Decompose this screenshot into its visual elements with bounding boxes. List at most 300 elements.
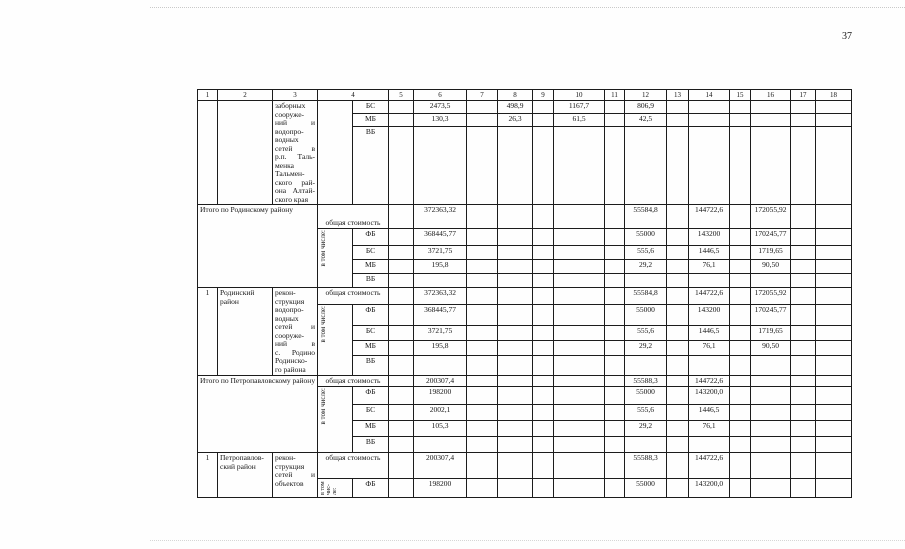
cell-col-9 bbox=[533, 437, 554, 453]
cell-col-14 bbox=[689, 101, 730, 114]
cell-col-14 bbox=[689, 274, 730, 288]
cell-col-17 bbox=[791, 326, 816, 341]
cell-col-8 bbox=[498, 229, 533, 246]
cell-col-5 bbox=[389, 405, 414, 421]
cell-col-17 bbox=[791, 127, 816, 205]
cell-col-11 bbox=[605, 101, 625, 114]
cell-col-14 bbox=[689, 114, 730, 127]
cell-col-14: 76,1 bbox=[689, 341, 730, 356]
cell-col-17 bbox=[791, 479, 816, 498]
cell-col-10 bbox=[554, 288, 605, 305]
cell-col-15 bbox=[730, 326, 751, 341]
cell-col-8 bbox=[498, 205, 533, 229]
cell-col-13 bbox=[667, 305, 689, 326]
cell-col-5 bbox=[389, 421, 414, 437]
including-label-cell bbox=[318, 387, 353, 453]
object-description-line: сетей и bbox=[275, 322, 315, 331]
cell-col-11 bbox=[605, 341, 625, 356]
cell-col-16 bbox=[751, 421, 791, 437]
cell-col-5 bbox=[389, 114, 414, 127]
table-body bbox=[198, 90, 852, 498]
column-number: 13 bbox=[667, 90, 689, 101]
object-description-line: объектов bbox=[275, 478, 304, 488]
cell-col-17 bbox=[791, 341, 816, 356]
cell-col-12: 55000 bbox=[625, 305, 667, 326]
cell-col-7 bbox=[467, 205, 498, 229]
cell-col-5 bbox=[389, 376, 414, 387]
cell-col-7 bbox=[467, 114, 498, 127]
cell-col-16 bbox=[751, 479, 791, 498]
cell-col-16 bbox=[751, 114, 791, 127]
table-row bbox=[198, 376, 852, 387]
cell-col-18 bbox=[816, 246, 852, 260]
column-number: 5 bbox=[389, 90, 414, 101]
cell-col-17 bbox=[791, 421, 816, 437]
cell-col-7 bbox=[467, 341, 498, 356]
object-description bbox=[273, 288, 318, 376]
cell-col-6 bbox=[414, 437, 467, 453]
cell-col-7 bbox=[467, 288, 498, 305]
cell-col-16: 172055,92 bbox=[751, 205, 791, 229]
cell-col-14: 1446,5 bbox=[689, 246, 730, 260]
including-label: в том чис-ле: bbox=[320, 481, 338, 495]
district-name-line: Родинский bbox=[220, 288, 255, 297]
cell-col-8 bbox=[498, 421, 533, 437]
cell-col-13 bbox=[667, 421, 689, 437]
cell-col-10 bbox=[554, 405, 605, 421]
cell-col-14: 144722,6 bbox=[689, 453, 730, 479]
cell-col-15 bbox=[730, 376, 751, 387]
cell-col-15 bbox=[730, 274, 751, 288]
cell-col-13 bbox=[667, 356, 689, 376]
funding-source-label: МБ bbox=[353, 421, 389, 437]
cell-col-16 bbox=[751, 274, 791, 288]
cell-col-8 bbox=[498, 341, 533, 356]
cell-col-8: 26,3 bbox=[498, 114, 533, 127]
cell-col-6 bbox=[414, 274, 467, 288]
funding-source-label: МБ bbox=[353, 260, 389, 274]
cell-col-6: 195,8 bbox=[414, 260, 467, 274]
cell-col-10 bbox=[554, 260, 605, 274]
cell-col-13 bbox=[667, 274, 689, 288]
cell-col-15 bbox=[730, 127, 751, 205]
cell-col-5 bbox=[389, 479, 414, 498]
cell-col-16: 1719,65 bbox=[751, 246, 791, 260]
cell-col-18 bbox=[816, 356, 852, 376]
cell-col-18 bbox=[816, 305, 852, 326]
cell-col-6: 2002,1 bbox=[414, 405, 467, 421]
including-label-cell bbox=[318, 101, 353, 205]
cell-col-11 bbox=[605, 114, 625, 127]
cell-col-5 bbox=[389, 326, 414, 341]
column-number: 14 bbox=[689, 90, 730, 101]
cell-col-11 bbox=[605, 376, 625, 387]
cell-col-9 bbox=[533, 421, 554, 437]
cell-col-8 bbox=[498, 356, 533, 376]
cell-col-14: 144722,6 bbox=[689, 376, 730, 387]
cell-col-12: 29,2 bbox=[625, 421, 667, 437]
cell-col-8 bbox=[498, 246, 533, 260]
cell-col-10 bbox=[554, 479, 605, 498]
cell-col-10 bbox=[554, 305, 605, 326]
cell-col-10: 61,5 bbox=[554, 114, 605, 127]
object-description-line: Тальмен- bbox=[275, 169, 305, 178]
cell-col-11 bbox=[605, 453, 625, 479]
cell-col-16 bbox=[751, 437, 791, 453]
cell-col-7 bbox=[467, 387, 498, 405]
cell-col-12: 806,9 bbox=[625, 101, 667, 114]
cell-col-12 bbox=[625, 356, 667, 376]
cell-col-17 bbox=[791, 246, 816, 260]
cell-col-5 bbox=[389, 305, 414, 326]
cell-col-7 bbox=[467, 260, 498, 274]
cell-col-11 bbox=[605, 205, 625, 229]
page-number: 37 bbox=[842, 31, 852, 42]
cell-col-13 bbox=[667, 229, 689, 246]
cell-col-14 bbox=[689, 127, 730, 205]
cell-col-15 bbox=[730, 101, 751, 114]
cell-col-7 bbox=[467, 127, 498, 205]
cell-col-9 bbox=[533, 453, 554, 479]
cell-col-14: 76,1 bbox=[689, 260, 730, 274]
cell-col-18 bbox=[816, 101, 852, 114]
cell-col-5 bbox=[389, 246, 414, 260]
column-number: 7 bbox=[467, 90, 498, 101]
cell-col-12: 42,5 bbox=[625, 114, 667, 127]
cell-col-18 bbox=[816, 376, 852, 387]
cell-col-5 bbox=[389, 260, 414, 274]
cell-col-6: 200307,4 bbox=[414, 453, 467, 479]
cell-col-7 bbox=[467, 479, 498, 498]
cell-col-13 bbox=[667, 246, 689, 260]
cell-col-10 bbox=[554, 421, 605, 437]
cell-col-9 bbox=[533, 305, 554, 326]
cell-col-13 bbox=[667, 260, 689, 274]
cell-col-16 bbox=[751, 376, 791, 387]
cell-col-10 bbox=[554, 326, 605, 341]
item-number-cell bbox=[198, 101, 218, 205]
cell-col-15 bbox=[730, 305, 751, 326]
cell-col-15 bbox=[730, 421, 751, 437]
cell-col-9 bbox=[533, 376, 554, 387]
column-number: 1 bbox=[198, 90, 218, 101]
funding-source-label: ВБ bbox=[353, 127, 389, 205]
district-name bbox=[218, 288, 273, 376]
cell-col-8 bbox=[498, 127, 533, 205]
cell-col-17 bbox=[791, 101, 816, 114]
column-number: 17 bbox=[791, 90, 816, 101]
cell-col-7 bbox=[467, 101, 498, 114]
cell-col-14: 143200 bbox=[689, 229, 730, 246]
cell-col-6: 198200 bbox=[414, 479, 467, 498]
cell-col-7 bbox=[467, 453, 498, 479]
cell-col-9 bbox=[533, 341, 554, 356]
cell-col-9 bbox=[533, 205, 554, 229]
cell-col-5 bbox=[389, 127, 414, 205]
cell-col-18 bbox=[816, 260, 852, 274]
including-label-cell bbox=[318, 229, 353, 288]
cell-col-7 bbox=[467, 246, 498, 260]
cell-col-11 bbox=[605, 246, 625, 260]
cell-col-15 bbox=[730, 479, 751, 498]
object-description bbox=[273, 453, 318, 498]
cell-col-13 bbox=[667, 453, 689, 479]
funding-source-label: МБ bbox=[353, 341, 389, 356]
cell-col-5 bbox=[389, 387, 414, 405]
cell-col-8 bbox=[498, 305, 533, 326]
cell-col-9 bbox=[533, 114, 554, 127]
cell-col-15 bbox=[730, 246, 751, 260]
cell-col-14: 143200,0 bbox=[689, 387, 730, 405]
cell-col-17 bbox=[791, 405, 816, 421]
item-number: 1 bbox=[198, 453, 218, 498]
cell-col-8 bbox=[498, 326, 533, 341]
district-name bbox=[218, 453, 273, 498]
column-number: 8 bbox=[498, 90, 533, 101]
cell-col-6: 368445,77 bbox=[414, 229, 467, 246]
object-description-line: сооруже- bbox=[275, 330, 305, 340]
cell-col-13 bbox=[667, 205, 689, 229]
cell-col-11 bbox=[605, 305, 625, 326]
including-label-cell bbox=[318, 305, 353, 376]
column-number: 15 bbox=[730, 90, 751, 101]
object-description-line: она Алтай- bbox=[275, 186, 315, 195]
cell-col-9 bbox=[533, 387, 554, 405]
total-cost-label: общая стоимость bbox=[318, 288, 389, 305]
cell-col-6: 198200 bbox=[414, 387, 467, 405]
cell-col-7 bbox=[467, 376, 498, 387]
cell-col-9 bbox=[533, 326, 554, 341]
cell-col-10 bbox=[554, 205, 605, 229]
funding-source-label: ФБ bbox=[353, 229, 389, 246]
cell-col-6: 130,3 bbox=[414, 114, 467, 127]
cell-col-14: 143200 bbox=[689, 305, 730, 326]
cell-col-11 bbox=[605, 356, 625, 376]
cell-col-5 bbox=[389, 356, 414, 376]
cell-col-5 bbox=[389, 453, 414, 479]
cell-col-7 bbox=[467, 437, 498, 453]
cell-col-11 bbox=[605, 387, 625, 405]
cell-col-17 bbox=[791, 288, 816, 305]
cell-col-12: 55000 bbox=[625, 229, 667, 246]
funding-source-label: ВБ bbox=[353, 437, 389, 453]
cell-col-17 bbox=[791, 114, 816, 127]
column-number: 18 bbox=[816, 90, 852, 101]
column-number: 9 bbox=[533, 90, 554, 101]
cell-col-16: 90,50 bbox=[751, 341, 791, 356]
cell-col-15 bbox=[730, 387, 751, 405]
cell-col-16 bbox=[751, 405, 791, 421]
cell-col-12: 55000 bbox=[625, 387, 667, 405]
cell-col-10 bbox=[554, 229, 605, 246]
table-row bbox=[198, 205, 852, 229]
cell-col-12: 55584,8 bbox=[625, 288, 667, 305]
cell-col-13 bbox=[667, 341, 689, 356]
cell-col-15 bbox=[730, 205, 751, 229]
object-description-line: ний и bbox=[275, 118, 315, 127]
cell-col-11 bbox=[605, 274, 625, 288]
object-description-line: сооруже- bbox=[275, 109, 305, 119]
cell-col-12 bbox=[625, 274, 667, 288]
cell-col-5 bbox=[389, 274, 414, 288]
object-description-line: ского рай- bbox=[275, 177, 315, 187]
cell-col-5 bbox=[389, 341, 414, 356]
cell-col-12: 555,6 bbox=[625, 246, 667, 260]
cell-col-18 bbox=[816, 229, 852, 246]
cell-col-10 bbox=[554, 274, 605, 288]
cell-col-11 bbox=[605, 229, 625, 246]
cell-col-12: 29,2 bbox=[625, 260, 667, 274]
scan-edge-bottom bbox=[150, 540, 905, 541]
funding-source-label: ВБ bbox=[353, 356, 389, 376]
cell-col-11 bbox=[605, 421, 625, 437]
cell-col-13 bbox=[667, 288, 689, 305]
cell-col-10: 1167,7 bbox=[554, 101, 605, 114]
district-total-title: Итого по Родинскому району bbox=[198, 205, 318, 288]
cell-col-9 bbox=[533, 288, 554, 305]
district-total-title: Итого по Петропавловскому району bbox=[198, 376, 318, 453]
cell-col-17 bbox=[791, 205, 816, 229]
cell-col-15 bbox=[730, 114, 751, 127]
cell-col-17 bbox=[791, 437, 816, 453]
column-number: 16 bbox=[751, 90, 791, 101]
cell-col-14: 1446,5 bbox=[689, 326, 730, 341]
column-number: 4 bbox=[318, 90, 389, 101]
cell-col-13 bbox=[667, 405, 689, 421]
cell-col-18 bbox=[816, 405, 852, 421]
cell-col-12: 55000 bbox=[625, 479, 667, 498]
column-number: 6 bbox=[414, 90, 467, 101]
cell-col-12: 55588,3 bbox=[625, 376, 667, 387]
cell-col-11 bbox=[605, 127, 625, 205]
cell-col-6: 368445,77 bbox=[414, 305, 467, 326]
cell-col-10 bbox=[554, 127, 605, 205]
table-row bbox=[198, 453, 852, 479]
cell-col-9 bbox=[533, 101, 554, 114]
cell-col-17 bbox=[791, 274, 816, 288]
cell-col-7 bbox=[467, 305, 498, 326]
cell-col-7 bbox=[467, 326, 498, 341]
cell-col-16: 170245,77 bbox=[751, 305, 791, 326]
cell-col-10 bbox=[554, 453, 605, 479]
cell-col-6: 372363,32 bbox=[414, 205, 467, 229]
cell-col-9 bbox=[533, 479, 554, 498]
cell-col-13 bbox=[667, 326, 689, 341]
cell-col-18 bbox=[816, 479, 852, 498]
cell-col-10 bbox=[554, 437, 605, 453]
cell-col-11 bbox=[605, 405, 625, 421]
column-number: 12 bbox=[625, 90, 667, 101]
cell-col-9 bbox=[533, 229, 554, 246]
cell-col-12: 29,2 bbox=[625, 341, 667, 356]
cell-col-9 bbox=[533, 246, 554, 260]
cell-col-8 bbox=[498, 405, 533, 421]
object-description-line: струкция bbox=[275, 461, 305, 471]
cell-col-15 bbox=[730, 356, 751, 376]
cell-col-6 bbox=[414, 127, 467, 205]
object-description bbox=[273, 101, 318, 205]
cell-col-16 bbox=[751, 387, 791, 405]
cell-col-13 bbox=[667, 114, 689, 127]
object-description-line: струкция bbox=[275, 296, 305, 306]
cell-col-7 bbox=[467, 405, 498, 421]
object-description-line: рекон- bbox=[275, 288, 296, 297]
cell-col-13 bbox=[667, 127, 689, 205]
funding-source-label: БС bbox=[353, 326, 389, 341]
cell-col-17 bbox=[791, 305, 816, 326]
cell-col-9 bbox=[533, 127, 554, 205]
cell-col-10 bbox=[554, 341, 605, 356]
cell-col-17 bbox=[791, 453, 816, 479]
cell-col-5 bbox=[389, 437, 414, 453]
cell-col-14: 1446,5 bbox=[689, 405, 730, 421]
cell-col-11 bbox=[605, 288, 625, 305]
cell-col-12: 55584,8 bbox=[625, 205, 667, 229]
cell-col-15 bbox=[730, 341, 751, 356]
cell-col-18 bbox=[816, 274, 852, 288]
cell-col-15 bbox=[730, 229, 751, 246]
cell-col-15 bbox=[730, 260, 751, 274]
cell-col-14: 76,1 bbox=[689, 421, 730, 437]
object-description-line: ний в bbox=[275, 339, 315, 348]
cell-col-15 bbox=[730, 453, 751, 479]
funding-source-label: ФБ bbox=[353, 387, 389, 405]
object-description-line: водных bbox=[275, 135, 299, 144]
cell-col-6: 372363,32 bbox=[414, 288, 467, 305]
cell-col-15 bbox=[730, 288, 751, 305]
cell-col-10 bbox=[554, 376, 605, 387]
object-description-line: заборных bbox=[275, 101, 306, 110]
cell-col-13 bbox=[667, 387, 689, 405]
cell-col-12 bbox=[625, 127, 667, 205]
column-number: 10 bbox=[554, 90, 605, 101]
cell-col-9 bbox=[533, 356, 554, 376]
district-cell bbox=[218, 101, 273, 205]
total-cost-label: общая стоимость bbox=[318, 453, 389, 479]
object-description-line: ского края bbox=[275, 194, 309, 204]
cell-col-16 bbox=[751, 356, 791, 376]
cell-col-18 bbox=[816, 127, 852, 205]
cell-col-14 bbox=[689, 437, 730, 453]
cell-col-10 bbox=[554, 356, 605, 376]
cell-col-16: 1719,65 bbox=[751, 326, 791, 341]
column-number: 11 bbox=[605, 90, 625, 101]
including-label-cell bbox=[318, 479, 353, 498]
cell-col-6 bbox=[414, 356, 467, 376]
cell-col-7 bbox=[467, 356, 498, 376]
total-cost-label: общая стоимость bbox=[318, 205, 389, 229]
cell-col-9 bbox=[533, 274, 554, 288]
cell-col-11 bbox=[605, 260, 625, 274]
item-number: 1 bbox=[198, 288, 218, 376]
cell-col-8 bbox=[498, 260, 533, 274]
object-description-line: менка bbox=[275, 160, 294, 170]
cell-col-8 bbox=[498, 274, 533, 288]
cell-col-16 bbox=[751, 453, 791, 479]
cell-col-12: 55588,3 bbox=[625, 453, 667, 479]
cell-col-16: 172055,92 bbox=[751, 288, 791, 305]
cell-col-18 bbox=[816, 421, 852, 437]
cell-col-8 bbox=[498, 479, 533, 498]
district-name-line: район bbox=[220, 296, 239, 306]
cell-col-13 bbox=[667, 376, 689, 387]
table-row bbox=[198, 288, 852, 305]
cell-col-14: 144722,6 bbox=[689, 205, 730, 229]
table-row bbox=[198, 101, 852, 114]
district-name-line: Петропавлов- bbox=[220, 453, 264, 462]
object-description-line: р.п. Таль- bbox=[275, 152, 315, 161]
cell-col-8 bbox=[498, 387, 533, 405]
